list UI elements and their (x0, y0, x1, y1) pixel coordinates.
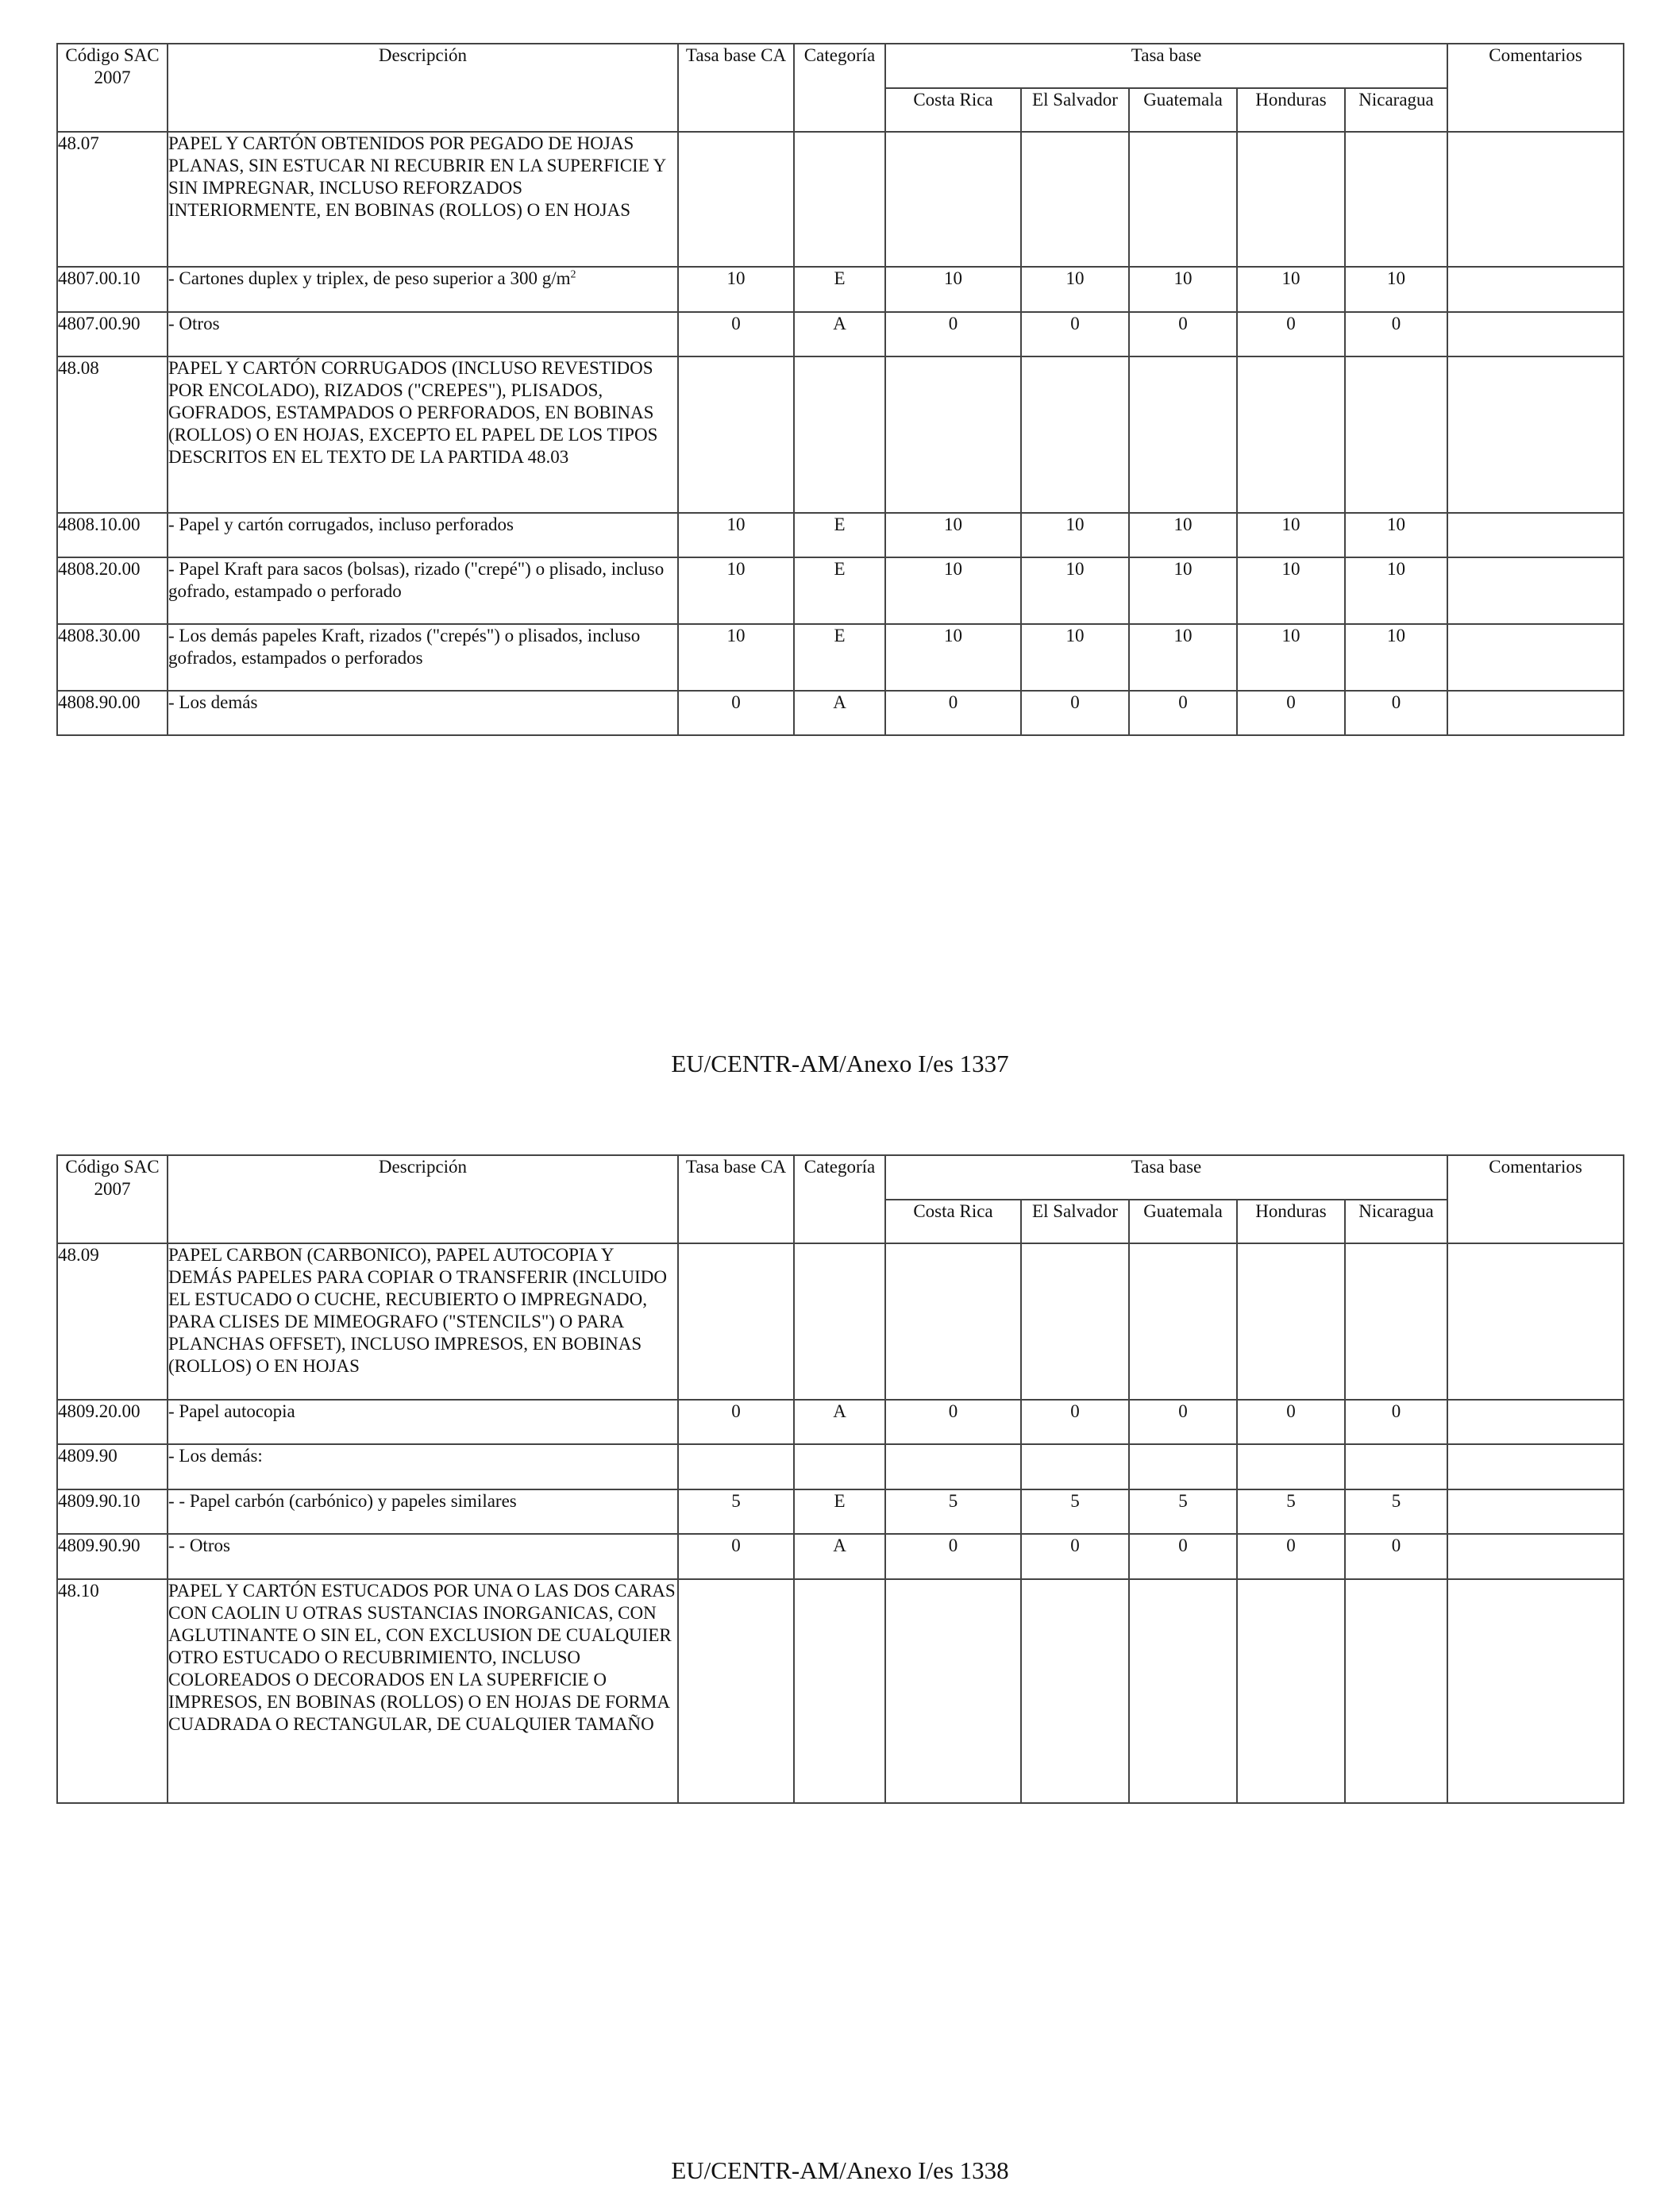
row-description: - Papel autocopia (168, 1400, 678, 1444)
row-code: 4807.00.10 (57, 267, 168, 312)
header-descripcion: Descripción (168, 1155, 678, 1243)
cell-costa-rica: 10 (885, 624, 1021, 691)
cell-nicaragua (1345, 1444, 1447, 1489)
table-row (57, 624, 1624, 691)
header-categoria: Categoría (794, 44, 885, 132)
cell-tasa-base-ca: 10 (678, 557, 794, 624)
cell-honduras: 0 (1237, 1534, 1345, 1579)
cell-comentarios (1447, 624, 1624, 691)
cell-nicaragua (1345, 1243, 1447, 1400)
cell-categoria: E (794, 1489, 885, 1534)
cell-guatemala: 0 (1129, 312, 1237, 356)
cell-categoria: E (794, 513, 885, 557)
cell-nicaragua: 10 (1345, 513, 1447, 557)
header-costa-rica: Costa Rica (885, 88, 1021, 132)
cell-comentarios (1447, 267, 1624, 312)
cell-categoria (794, 1579, 885, 1803)
cell-nicaragua: 0 (1345, 312, 1447, 356)
cell-el-salvador (1021, 1444, 1129, 1489)
cell-guatemala (1129, 1579, 1237, 1803)
header-el-salvador: El Salvador (1021, 1200, 1129, 1243)
cell-el-salvador: 5 (1021, 1489, 1129, 1534)
cell-comentarios (1447, 356, 1624, 513)
header-el-salvador: El Salvador (1021, 88, 1129, 132)
cell-el-salvador: 0 (1021, 312, 1129, 356)
cell-categoria: A (794, 312, 885, 356)
cell-tasa-base-ca: 10 (678, 513, 794, 557)
row-code: 48.07 (57, 132, 168, 267)
cell-honduras: 10 (1237, 624, 1345, 691)
header-guatemala: Guatemala (1129, 1200, 1237, 1243)
cell-guatemala (1129, 356, 1237, 513)
row-description: - Los demás: (168, 1444, 678, 1489)
cell-tasa-base-ca: 0 (678, 1400, 794, 1444)
table-row (57, 1579, 1624, 1803)
row-description: - Los demás papeles Kraft, rizados ("crepés") o plisados, incluso gofrados, estampados o perforados (168, 624, 678, 691)
row-code: 48.10 (57, 1579, 168, 1803)
cell-costa-rica: 0 (885, 691, 1021, 735)
cell-nicaragua: 5 (1345, 1489, 1447, 1534)
header-honduras: Honduras (1237, 88, 1345, 132)
cell-nicaragua (1345, 1579, 1447, 1803)
cell-costa-rica: 0 (885, 1400, 1021, 1444)
table-row (57, 356, 1624, 513)
cell-comentarios (1447, 312, 1624, 356)
cell-guatemala: 10 (1129, 267, 1237, 312)
cell-tasa-base-ca (678, 132, 794, 267)
cell-comentarios (1447, 513, 1624, 557)
cell-honduras: 0 (1237, 691, 1345, 735)
cell-nicaragua: 0 (1345, 691, 1447, 735)
cell-guatemala: 10 (1129, 513, 1237, 557)
cell-honduras: 10 (1237, 557, 1345, 624)
header-costa-rica: Costa Rica (885, 1200, 1021, 1243)
row-code: 4808.30.00 (57, 624, 168, 691)
row-code: 4809.90 (57, 1444, 168, 1489)
cell-nicaragua: 10 (1345, 624, 1447, 691)
cell-el-salvador (1021, 1243, 1129, 1400)
cell-guatemala (1129, 1444, 1237, 1489)
cell-el-salvador (1021, 132, 1129, 267)
cell-tasa-base-ca: 5 (678, 1489, 794, 1534)
cell-nicaragua: 0 (1345, 1534, 1447, 1579)
row-code: 4808.20.00 (57, 557, 168, 624)
row-code: 4809.90.10 (57, 1489, 168, 1534)
tariff-table-page-2 (56, 1154, 1624, 1804)
cell-tasa-base-ca: 10 (678, 624, 794, 691)
cell-costa-rica: 10 (885, 513, 1021, 557)
cell-categoria (794, 1444, 885, 1489)
cell-guatemala: 5 (1129, 1489, 1237, 1534)
cell-costa-rica (885, 132, 1021, 267)
cell-comentarios (1447, 1534, 1624, 1579)
header-comentarios: Comentarios (1447, 44, 1624, 132)
cell-costa-rica (885, 356, 1021, 513)
table-row (57, 1489, 1624, 1534)
row-description: - Papel y cartón corrugados, incluso perforados (168, 513, 678, 557)
cell-nicaragua: 10 (1345, 557, 1447, 624)
cell-el-salvador: 10 (1021, 624, 1129, 691)
cell-tasa-base-ca: 0 (678, 312, 794, 356)
cell-honduras (1237, 132, 1345, 267)
header-categoria: Categoría (794, 1155, 885, 1243)
cell-costa-rica: 0 (885, 1534, 1021, 1579)
header-descripcion: Descripción (168, 44, 678, 132)
header-tasa-base: Tasa base (885, 1155, 1447, 1200)
cell-el-salvador (1021, 1579, 1129, 1803)
table-row (57, 513, 1624, 557)
cell-categoria (794, 132, 885, 267)
cell-comentarios (1447, 1400, 1624, 1444)
cell-guatemala: 0 (1129, 1400, 1237, 1444)
cell-costa-rica: 5 (885, 1489, 1021, 1534)
cell-guatemala: 0 (1129, 691, 1237, 735)
cell-comentarios (1447, 1579, 1624, 1803)
cell-costa-rica (885, 1444, 1021, 1489)
cell-honduras (1237, 1243, 1345, 1400)
cell-nicaragua (1345, 356, 1447, 513)
cell-honduras: 0 (1237, 1400, 1345, 1444)
cell-categoria: A (794, 691, 885, 735)
cell-guatemala: 0 (1129, 1534, 1237, 1579)
cell-tasa-base-ca (678, 1579, 794, 1803)
row-description: - Otros (168, 312, 678, 356)
cell-honduras: 10 (1237, 267, 1345, 312)
cell-comentarios (1447, 1489, 1624, 1534)
header-nicaragua: Nicaragua (1345, 88, 1447, 132)
row-code: 4809.90.90 (57, 1534, 168, 1579)
page-footer-2: EU/CENTR-AM/Anexo I/es 1338 (671, 2156, 1009, 2184)
row-description: PAPEL Y CARTÓN CORRUGADOS (INCLUSO REVESTIDOS POR ENCOLADO), RIZADOS ("CREPES"), PLISADOS, GOFRADOS, ESTAMPADOS O PERFORADOS, EN BOBINAS (ROLLOS) O EN HOJAS, EXCEPTO EL PAPEL DE LOS TIPOS DESCRITOS EN EL TEXTO DE LA PARTIDA 48.03 (168, 356, 678, 513)
cell-guatemala: 10 (1129, 557, 1237, 624)
cell-comentarios (1447, 132, 1624, 267)
cell-comentarios (1447, 557, 1624, 624)
table-row (57, 1534, 1624, 1579)
table-row (57, 691, 1624, 735)
cell-honduras: 10 (1237, 513, 1345, 557)
row-code: 4808.90.00 (57, 691, 168, 735)
row-description: - - Otros (168, 1534, 678, 1579)
cell-costa-rica: 0 (885, 312, 1021, 356)
table-row (57, 1400, 1624, 1444)
table-row (57, 1444, 1624, 1489)
cell-tasa-base-ca (678, 1243, 794, 1400)
cell-nicaragua: 0 (1345, 1400, 1447, 1444)
cell-guatemala (1129, 1243, 1237, 1400)
row-description (168, 267, 678, 312)
superscript: 2 (570, 268, 576, 281)
table-row (57, 1243, 1624, 1400)
header-codigo: Código SAC 2007 (57, 44, 168, 132)
cell-el-salvador: 0 (1021, 691, 1129, 735)
row-code: 4807.00.90 (57, 312, 168, 356)
tariff-table-page-1 (56, 43, 1624, 736)
row-code: 48.08 (57, 356, 168, 513)
table-row (57, 557, 1624, 624)
cell-categoria (794, 1243, 885, 1400)
row-description: - - Papel carbón (carbónico) y papeles similares (168, 1489, 678, 1534)
header-codigo: Código SAC 2007 (57, 1155, 168, 1243)
row-code: 4808.10.00 (57, 513, 168, 557)
cell-tasa-base-ca (678, 356, 794, 513)
header-nicaragua: Nicaragua (1345, 1200, 1447, 1243)
cell-el-salvador: 0 (1021, 1400, 1129, 1444)
table-row (57, 312, 1624, 356)
header-honduras: Honduras (1237, 1200, 1345, 1243)
cell-costa-rica: 10 (885, 267, 1021, 312)
cell-comentarios (1447, 691, 1624, 735)
cell-categoria: E (794, 557, 885, 624)
cell-comentarios (1447, 1444, 1624, 1489)
cell-costa-rica (885, 1243, 1021, 1400)
cell-honduras: 0 (1237, 312, 1345, 356)
row-description: PAPEL Y CARTÓN OBTENIDOS POR PEGADO DE HOJAS PLANAS, SIN ESTUCAR NI RECUBRIR EN LA SUPERFICIE Y SIN IMPREGNAR, INCLUSO REFORZADOS INTERIORMENTE, EN BOBINAS (ROLLOS) O EN HOJAS (168, 132, 678, 267)
page-footer-1: EU/CENTR-AM/Anexo I/es 1337 (671, 1050, 1009, 1077)
header-tasa-base-ca: Tasa base CA (678, 44, 794, 132)
cell-honduras: 5 (1237, 1489, 1345, 1534)
row-description: PAPEL Y CARTÓN ESTUCADOS POR UNA O LAS DOS CARAS CON CAOLIN U OTRAS SUSTANCIAS INORGANICAS, CON AGLUTINANTE O SIN EL, CON EXCLUSION DE CUALQUIER OTRO ESTUCADO O RECUBRIMIENTO, INCLUSO COLOREADOS O DECORADOS EN LA SUPERFICIE O IMPRESOS, EN BOBINAS (ROLLOS) O EN HOJAS DE FORMA CUADRADA O RECTANGULAR, DE CUALQUIER TAMAÑO (168, 1579, 678, 1803)
header-comentarios: Comentarios (1447, 1155, 1624, 1243)
cell-costa-rica: 10 (885, 557, 1021, 624)
cell-tasa-base-ca: 10 (678, 267, 794, 312)
row-description-text: - Cartones duplex y triplex, de peso superior a 300 g/m (168, 268, 571, 288)
cell-guatemala (1129, 132, 1237, 267)
cell-categoria: E (794, 624, 885, 691)
cell-costa-rica (885, 1579, 1021, 1803)
cell-el-salvador (1021, 356, 1129, 513)
row-code: 48.09 (57, 1243, 168, 1400)
cell-el-salvador: 10 (1021, 557, 1129, 624)
cell-categoria (794, 356, 885, 513)
cell-el-salvador: 0 (1021, 1534, 1129, 1579)
cell-guatemala: 10 (1129, 624, 1237, 691)
table-row (57, 132, 1624, 267)
header-tasa-base: Tasa base (885, 44, 1447, 88)
cell-nicaragua: 10 (1345, 267, 1447, 312)
cell-categoria: E (794, 267, 885, 312)
cell-el-salvador: 10 (1021, 267, 1129, 312)
table-header (57, 44, 1624, 132)
cell-tasa-base-ca (678, 1444, 794, 1489)
cell-el-salvador: 10 (1021, 513, 1129, 557)
row-description: - Los demás (168, 691, 678, 735)
cell-tasa-base-ca: 0 (678, 1534, 794, 1579)
table-row (57, 267, 1624, 312)
row-description: PAPEL CARBON (CARBONICO), PAPEL AUTOCOPIA Y DEMÁS PAPELES PARA COPIAR O TRANSFERIR (INCLUIDO EL ESTUCADO O CUCHE, RECUBIERTO O IMPREGNADO, PARA CLISES DE MIMEOGRAFO ("STENCILS") O PARA PLANCHAS OFFSET), INCLUSO IMPRESOS, EN BOBINAS (ROLLOS) O EN HOJAS (168, 1243, 678, 1400)
header-tasa-base-ca: Tasa base CA (678, 1155, 794, 1243)
cell-comentarios (1447, 1243, 1624, 1400)
cell-categoria: A (794, 1400, 885, 1444)
cell-tasa-base-ca: 0 (678, 691, 794, 735)
header-guatemala: Guatemala (1129, 88, 1237, 132)
cell-honduras (1237, 356, 1345, 513)
row-description: - Papel Kraft para sacos (bolsas), rizado ("crepé") o plisado, incluso gofrado, estampado o perforado (168, 557, 678, 624)
cell-categoria: A (794, 1534, 885, 1579)
table-header (57, 1155, 1624, 1243)
cell-honduras (1237, 1444, 1345, 1489)
row-code: 4809.20.00 (57, 1400, 168, 1444)
cell-nicaragua (1345, 132, 1447, 267)
cell-honduras (1237, 1579, 1345, 1803)
